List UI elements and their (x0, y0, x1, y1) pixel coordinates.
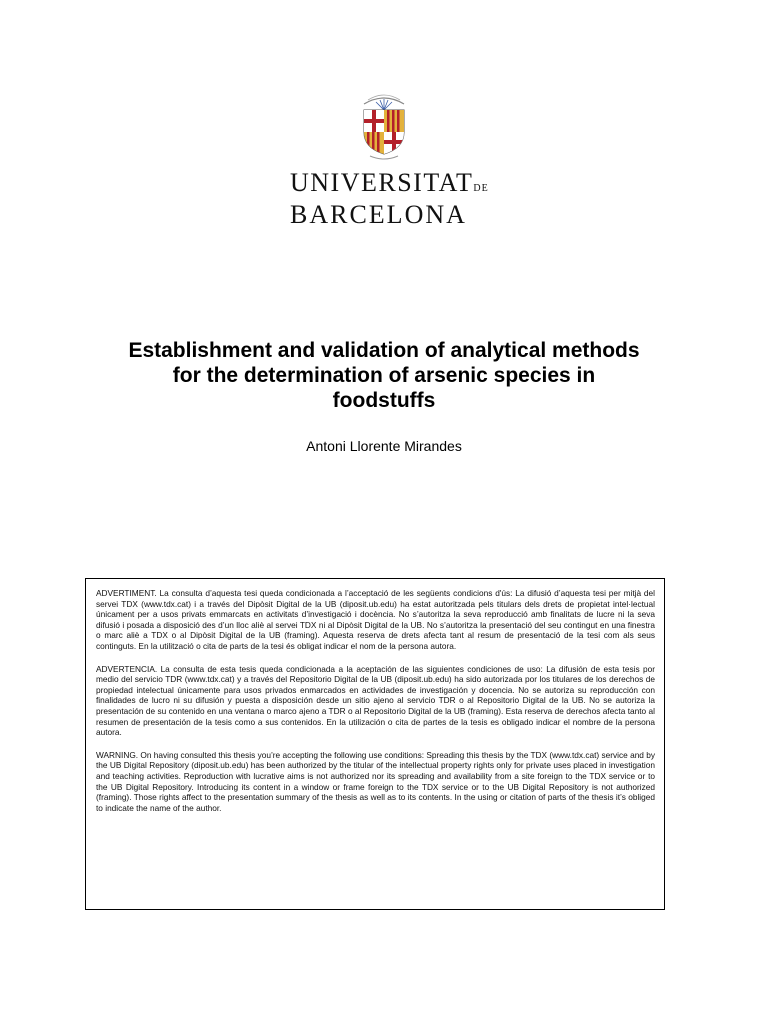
thesis-title: Establishment and validation of analytical methods for the determination of arsenic species in foodstuffs (128, 339, 640, 412)
university-name-line2: BARCELONA (290, 200, 467, 229)
notice-spanish: ADVERTENCIA. La consulta de esta tesis queda condicionada a la aceptación de las siguientes condiciones de uso: La difusión de esta tesis por medio del servicio TDR (www.tdx.cat) y a través del Repositorio Digital de la UB (diposit.ub.edu) ha sido autorizada por los titulares de los derechos de propiedad intelectual únicamente para usos privados enmarcados en actividades de investigación y docencia. No se autoriza su reproducción con finalidades de lucro ni su difusión y puesta a disposición desde un sitio ajeno al servicio TDR o al Repositorio Digital de la UB. No se autoriza la presentación de su contenido en una ventana o marco ajeno a TDR o al Repositorio Digital de la UB (framing). Esta reserva de derechos afecta tanto al resumen de presentación de la tesis como a sus contenidos. En la utilización o cita de partes de la tesis es obligado indicar el nombre de la persona autora. (96, 663, 655, 738)
notice-english: WARNING. On having consulted this thesis you’re accepting the following use conditions: Spreading this thesis by the TDX (www.tdx.cat) service and by the UB Digital Repository (diposit.ub.edu) has been authorized by the titular of the intellectual property rights only for private uses placed in investigation and teaching activities. Reproduction with lucrative aims is not authorized nor its spreading and availability from a site foreign to the TDX service or to the UB Digital Repository. Introducing its content in a window or frame foreign to the TDX service or to the UB Digital Repository is not authorized (framing). Those rights affect to the presentation summary of the thesis as well as to its contents. In the using or citation of parts of the thesis it’s obliged to indicate the name of the author. (96, 749, 655, 813)
university-name (290, 170, 490, 228)
university-crest-icon (356, 90, 412, 162)
university-name-line1 (290, 170, 490, 202)
thesis-author: Antoni Llorente Mirandes (306, 438, 462, 454)
university-de: DE (473, 183, 489, 194)
notice-catalan: ADVERTIMENT. La consulta d’aquesta tesi queda condicionada a l’acceptació de les següents condicions d'ús: La difusió d’aquesta tesi per mitjà del servei TDX (www.tdx.cat) i a través del Dipòsit Digital de la UB (diposit.ub.edu) ha estat autoritzada pels titulars dels drets de propietat intel·lectual únicament per a usos privats emmarcats en activitats d’investigació i docència. No s’autoritza la seva reproducció amb finalitats de lucre ni la seva difusió i posada a disposició des d’un lloc aliè al servei TDX ni al Dipòsit Digital de la UB. No s’autoritza la presentació del seu contingut en una finestra o marc aliè a TDX o al Dipòsit Digital de la UB (framing). Aquesta reserva de drets afecta tant al resum de presentació de la tesi com als seus continguts. En la utilització o cita de parts de la tesi és obligat indicar el nom de la persona autora. (96, 588, 655, 651)
university-word: UNIVERSITAT (290, 168, 474, 197)
rights-notice-box (85, 578, 665, 910)
